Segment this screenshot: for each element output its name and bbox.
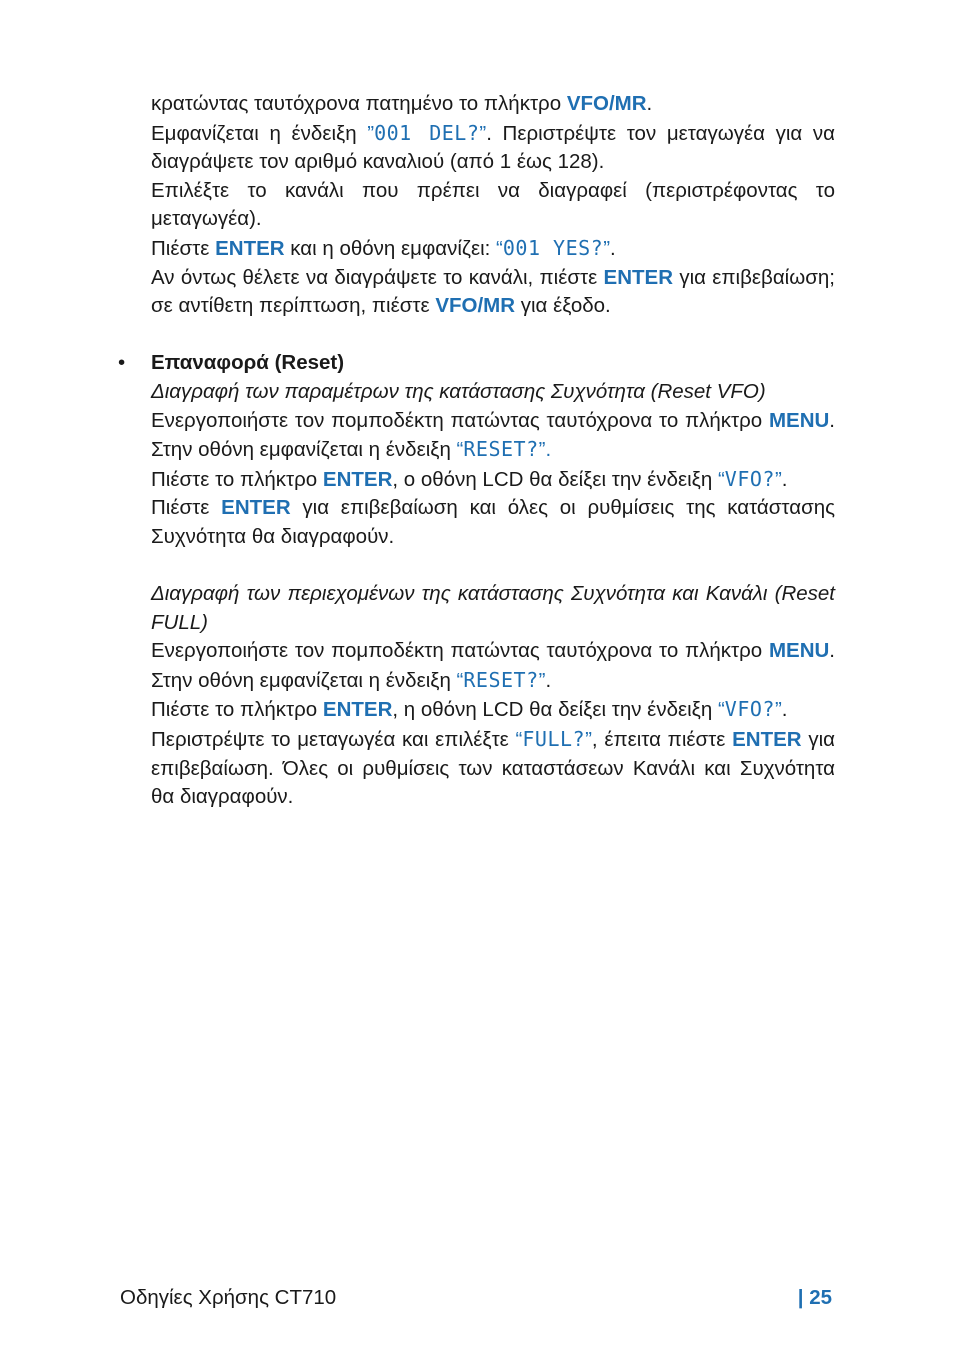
paragraph: Ενεργοποιήστε τον πομποδέκτη πατώντας ταυτόχρονα το πλήκτρο MENU. Στην οθόνη εμφανίζεται η ένδειξη “RESET?”. bbox=[151, 639, 835, 692]
text: , η οθόνη LCD θα δείξει την ένδειξη bbox=[392, 698, 718, 722]
lcd-del: 001 DEL? bbox=[374, 120, 480, 145]
text: Πιέστε το πλήκτρο bbox=[151, 698, 323, 722]
text: Ενεργοποιήστε τον πομποδέκτη πατώντας ταυτόχρονα το πλήκτρο bbox=[151, 408, 769, 432]
text: Εμφανίζεται η ένδειξη bbox=[151, 121, 368, 145]
bullet-icon: • bbox=[118, 351, 126, 375]
paragraph bbox=[151, 90, 835, 119]
text: για επιβεβαίωση και όλες οι ρυθμίσεις της κατάστασης Συχνότητα θα διαγραφούν. bbox=[151, 496, 835, 548]
section-heading bbox=[118, 349, 835, 378]
key-vfo-mr: VFO/MR bbox=[435, 294, 516, 318]
text: Πιέστε bbox=[151, 496, 222, 520]
paragraph: Εμφανίζεται η ένδειξη ”001 DEL?”. Περιστρέψτε τον μεταγωγέα για να διαγράψετε τον αριθμό καναλιού (από 1 έως 128). bbox=[151, 120, 836, 174]
text: Διαγραφή των περιεχομένων της κατάστασης Συχνότητα και Κανάλι (Reset FULL) bbox=[151, 582, 835, 634]
lcd-vfo: VFO? bbox=[724, 466, 775, 491]
text: . bbox=[646, 92, 653, 115]
text: κρατώντας ταυτόχρονα πατημένο το πλήκτρο bbox=[151, 92, 567, 115]
lcd-reset: RESET? bbox=[463, 667, 539, 692]
text: για επιβεβαίωση; σε αντίθετη περίπτωση, πιέστε bbox=[151, 265, 835, 318]
text: , ο οθόνη LCD θα δείξει την ένδειξη bbox=[392, 467, 718, 491]
paragraph bbox=[151, 177, 835, 234]
page-footer bbox=[120, 1284, 832, 1314]
page-number: | 25 bbox=[797, 1286, 832, 1309]
paragraph: Πιέστε το πλήκτρο ENTER, ο οθόνη LCD θα δείξει την ένδειξη “VFO?”. bbox=[151, 466, 788, 491]
paragraph: Πιέστε το πλήκτρο ENTER, η οθόνη LCD θα δείξει την ένδειξη “VFO?”. bbox=[151, 697, 788, 722]
text: για έξοδο. bbox=[515, 294, 611, 318]
lcd-yes: 001 YES? bbox=[502, 235, 604, 260]
paragraph bbox=[151, 494, 835, 551]
key-menu: MENU bbox=[768, 639, 830, 663]
key-enter: ENTER bbox=[603, 265, 674, 289]
text: . bbox=[610, 236, 616, 260]
key-vfo-mr: VFO/MR bbox=[566, 92, 647, 115]
page-content bbox=[118, 90, 836, 812]
text: και η οθόνη εμφανίζει: bbox=[284, 236, 497, 260]
text: Πιέστε bbox=[151, 236, 216, 260]
text: , έπειτα πιέστε bbox=[591, 728, 733, 752]
key-enter: ENTER bbox=[215, 236, 285, 260]
text: Επιλέξτε το κανάλι που πρέπει να διαγραφεί (περιστρέφοντας το μεταγωγέα). bbox=[151, 178, 835, 231]
text: . Στην οθόνη εμφανίζεται η ένδειξη bbox=[151, 639, 835, 692]
text: Διαγραφή των παραμέτρων της κατάστασης Συχνότητα (Reset VFO) bbox=[151, 379, 766, 403]
lcd-reset: RESET? bbox=[463, 437, 539, 462]
key-enter: ENTER bbox=[221, 496, 291, 520]
paragraph: Ενεργοποιήστε τον πομποδέκτη πατώντας ταυτόχρονα το πλήκτρο MENU. Στην οθόνη εμφανίζεται η ένδειξη “RESET?”. bbox=[151, 408, 835, 462]
text: . Στην οθόνη εμφανίζεται η ένδειξη bbox=[151, 408, 835, 462]
paragraph: Περιστρέψτε το μεταγωγέα και επιλέξτε “FULL?”, έπειτα πιέστε ENTER για επιβεβαίωση. Όλες οι ρυθμίσεις των καταστάσεων Κανάλι και Συχνότητα θα διαγραφούν. bbox=[151, 727, 835, 809]
subtitle-reset-full bbox=[151, 580, 835, 637]
text: Ενεργοποιήστε τον πομποδέκτη πατώντας ταυτόχρονα το πλήκτρο bbox=[151, 639, 769, 663]
key-enter: ENTER bbox=[732, 728, 802, 752]
paragraph bbox=[151, 264, 835, 321]
text: Αν όντως θέλετε να διαγράψετε το κανάλι, πιέστε bbox=[151, 265, 604, 289]
footer-title: Οδηγίες Χρήσης CT710 bbox=[120, 1286, 337, 1309]
key-enter: ENTER bbox=[322, 698, 393, 722]
paragraph: Πιέστε ENTER και η οθόνη εμφανίζει: “001 YES?”. bbox=[151, 235, 616, 260]
key-menu: MENU bbox=[768, 408, 830, 432]
text: . Περιστρέψτε τον μεταγωγέα για να διαγράψετε τον αριθμό καναλιού (από 1 έως 128). bbox=[151, 121, 836, 174]
text: Πιέστε το πλήκτρο bbox=[151, 467, 323, 491]
lcd-vfo: VFO? bbox=[724, 697, 775, 722]
lcd-full: FULL? bbox=[522, 727, 586, 752]
key-enter: ENTER bbox=[322, 467, 393, 491]
text: για επιβεβαίωση. Όλες οι ρυθμίσεις των καταστάσεων Κανάλι και Συχνότητα θα διαγραφούν. bbox=[151, 728, 835, 809]
heading-text: Επαναφορά (Reset) bbox=[151, 351, 345, 375]
text: Περιστρέψτε το μεταγωγέα και επιλέξτε bbox=[151, 728, 516, 752]
subtitle-reset-vfo bbox=[151, 378, 835, 407]
